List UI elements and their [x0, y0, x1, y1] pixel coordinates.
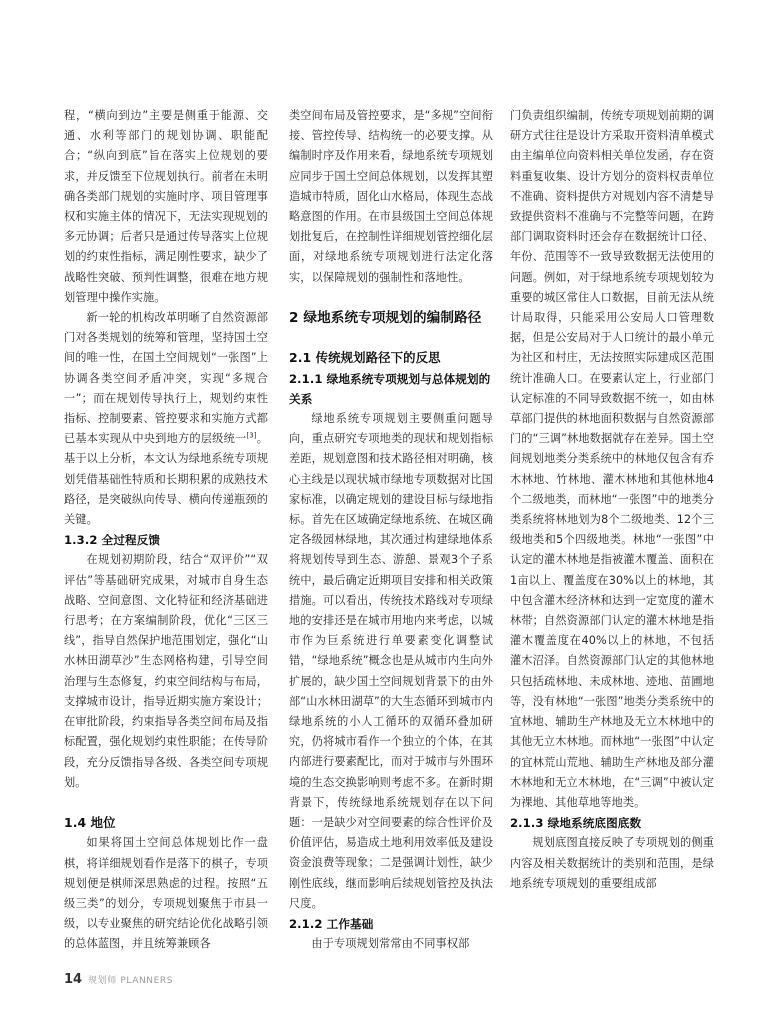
text-column-2 — [289, 106, 493, 955]
page-number: 14 — [64, 972, 83, 987]
paragraph: 绿地系统专项规划主要侧重问题导向，重点研究专项地类的现状和规划指标差距，规划意图和技术路径相对明确，核心主线是以现状城市绿地专项数据对比国家标准，以确定规划的建设目标与绿地指标。首先在区域确定绿地系统、在城区确定各级园林绿地，其次通过构建绿地体系将规划传导到生态、游憩、景观3个子系统中，最后确定近期项目安排和相关政策措施。可以看出，传统技术路线对专项绿地的安排还是在城市用地内来考虑，以城市作为巨系统进行单要素变化调整试错，“绿地系统”概念也是从城市内生向外扩展的，缺少国土空间规划背景下的由外部“山水林田湖草”的大生态循环到城市内绿地系统的小人工循环的双循环叠加研究，仍将城市看作一个独立的个体，在其内部进行要素配比，而对于城市与外围环境的生态交换影响则考虑不多。在新时期背景下，传统绿地系统规划存在以下问题：一是缺少对空间要素的综合性评价及价值评估，易造成土地利用效率低及建设资金浪费等现象；二是强调计划性，缺少刚性底线，继而影响后续规划管控及执法尺度。 — [289, 412, 493, 910]
heading-2-1-2: 2.1.2 工作基础 — [289, 917, 374, 932]
page-footer — [64, 972, 173, 990]
paragraph: 在规划初期阶段，结合“双评价”“双评估”等基础研究成果，对城市自身生态战略、空间意图、文化特征和经济基础进行思考；在方案编制阶段，优化“三区三线”，指导自然保护地范围划定，强化“山水林田湖草沙”生态网格构建，引导空间治理与生态修复，约束空间结构与布局，支撑城市设计，指导近期实施方案设计；在审批阶段，约束指导各类空间布局及指标配置，强化规划约束性职能；在传导阶段，充分反馈指导各级、各类空间专项规划。 — [64, 553, 268, 789]
text-column-3 — [510, 106, 714, 894]
heading-2-1-3: 2.1.3 绿地系统底图底数 — [510, 816, 642, 831]
heading-1-4: 1.4 地位 — [64, 815, 116, 831]
citation: [3] — [246, 431, 257, 440]
paragraph — [64, 308, 268, 530]
heading-1-3-2: 1.3.2 全过程反馈 — [64, 533, 161, 548]
paragraph: 由于专项规划常常由不同事权部 — [311, 937, 470, 951]
paragraph: 如果将国土空间总体规划比作一盘棋，将详细规划看作是落下的棋子，专项规划便是棋师深思熟虑的过程。按照“五级三类”的划分，专项规划聚焦于市县一级，以专业聚焦的研究结论优化战略引领的总体蓝图，并且统筹兼顾各 — [64, 836, 268, 951]
text-column-1 — [64, 106, 268, 955]
paragraph: 规划底图直接反映了专项规划的侧重内容及相关数据统计的类别和范围，是绿地系统专项规划的重要组成部 — [510, 836, 714, 890]
paragraph-text: 。基于以上分析，本文认为绿地系统专项规划凭借基础性特质和长期积累的成熟技术路径，是突破纵向传导、横向传递瓶颈的关键。 — [64, 432, 268, 527]
heading-2: 2 绿地系统专项规划的编制路径 — [289, 310, 482, 327]
heading-2-1-1: 2.1.1 绿地系统专项规划与总体规划的关系 — [289, 371, 491, 406]
paragraph: 类空间布局及管控要求，是“多规”空间衔接、管控传导、结构统一的必要支撑。从编制时序及作用来看，绿地系统专项规划应同步于国土空间总体规划，以发挥其塑造城市特质，固化山水格局，体现生态战略意图的作用。在市县级国土空间总体规划批复后，在控制性详细规划管控细化层面，对绿地系统专项规划进行法定化落实，以保障规划的强制性和落地性。 — [289, 109, 493, 284]
journal-name: 规划师 PLANNERS — [88, 976, 174, 986]
paragraph: 程，“横向到边”主要是侧重于能源、交通、水利等部门的规划协调、职能配合；“纵向到底”旨在落实上位规划的要求，并反馈至下位规划执行。前者在未明确各类部门规划的实施时序、项目管理事权和实施主体的情况下，无法实现规划的多元协调；后者只是通过传导落实上位规划的约束性指标，满足刚性要求，缺少了战略性突破、预判性调整，很难在地方规划管理中操作实施。 — [64, 109, 268, 304]
heading-2-1: 2.1 传统规划路径下的反思 — [289, 350, 441, 366]
paragraph: 门负责组织编制，传统专项规划前期的调研方式往往是设计方采取开资料清单模式由主编单位向资料相关单位发函，存在资料重复收集、设计方划分的资料权责单位不准确、资料提供方对规划内容不清楚导致提供资料不准确与不完整等问题，在跨部门调取资料时还会存在数据统计口径、年份、范围等不一致导致数据无法使用的问题。例如，对于绿地系统专项规划较为重要的城区常住人口数据，目前无法从统计局取得，只能采用公安局人口管理数据，但是公安局对于人口统计的最小单元为社区和村庄，无法按照实际建成区范围统计准确人口。在要素认定上，行业部门认定标准的不同导致数据不统一，如由林草部门提供的林地面积数据与自然资源部门的“三调”林地数据就存在差异。国土空间规划地类分类系统中的林地仅包含有乔木林地、竹林地、灌木林地和其他林地4个二级地类，而林地“一张图”中的地类分类系统将林地划为8个二级地类、12个三级地类和5个四级地类。林地“一张图”中认定的灌木林地是指被灌木覆盖、面积在1亩以上、覆盖度在30%以上的林地，其中包含灌木经济林和达到一定宽度的灌木林带；自然资源部门认定的灌木林地是指灌木覆盖度在40%以上的林地，不包括灌木沼泽。自然资源部门认定的其他林地只包括疏林地、未成林地、迹地、苗圃地等，没有林地“一张图”地类分类系统中的宜林地、辅助生产林地及无立木林地中的其他无立木林地。而林地“一张图”中认定的宜林荒山荒地、辅助生产林地及部分灌木林地和无立木林地，在“三调”中被认定为裸地、其他草地等地类。 — [510, 109, 714, 809]
paragraph-text: 新一轮的机构改革明晰了自然资源部门对各类规划的统筹和管理，坚持国土空间的唯一性，在国土空间规划“一张图”上协调各类空间矛盾冲突，实现“多规合一”；而在规划传导执行上，规划约束性指标、控制要素、管控要求和实施方式都已基本实现从中央到地方的层级统一 — [64, 311, 268, 446]
